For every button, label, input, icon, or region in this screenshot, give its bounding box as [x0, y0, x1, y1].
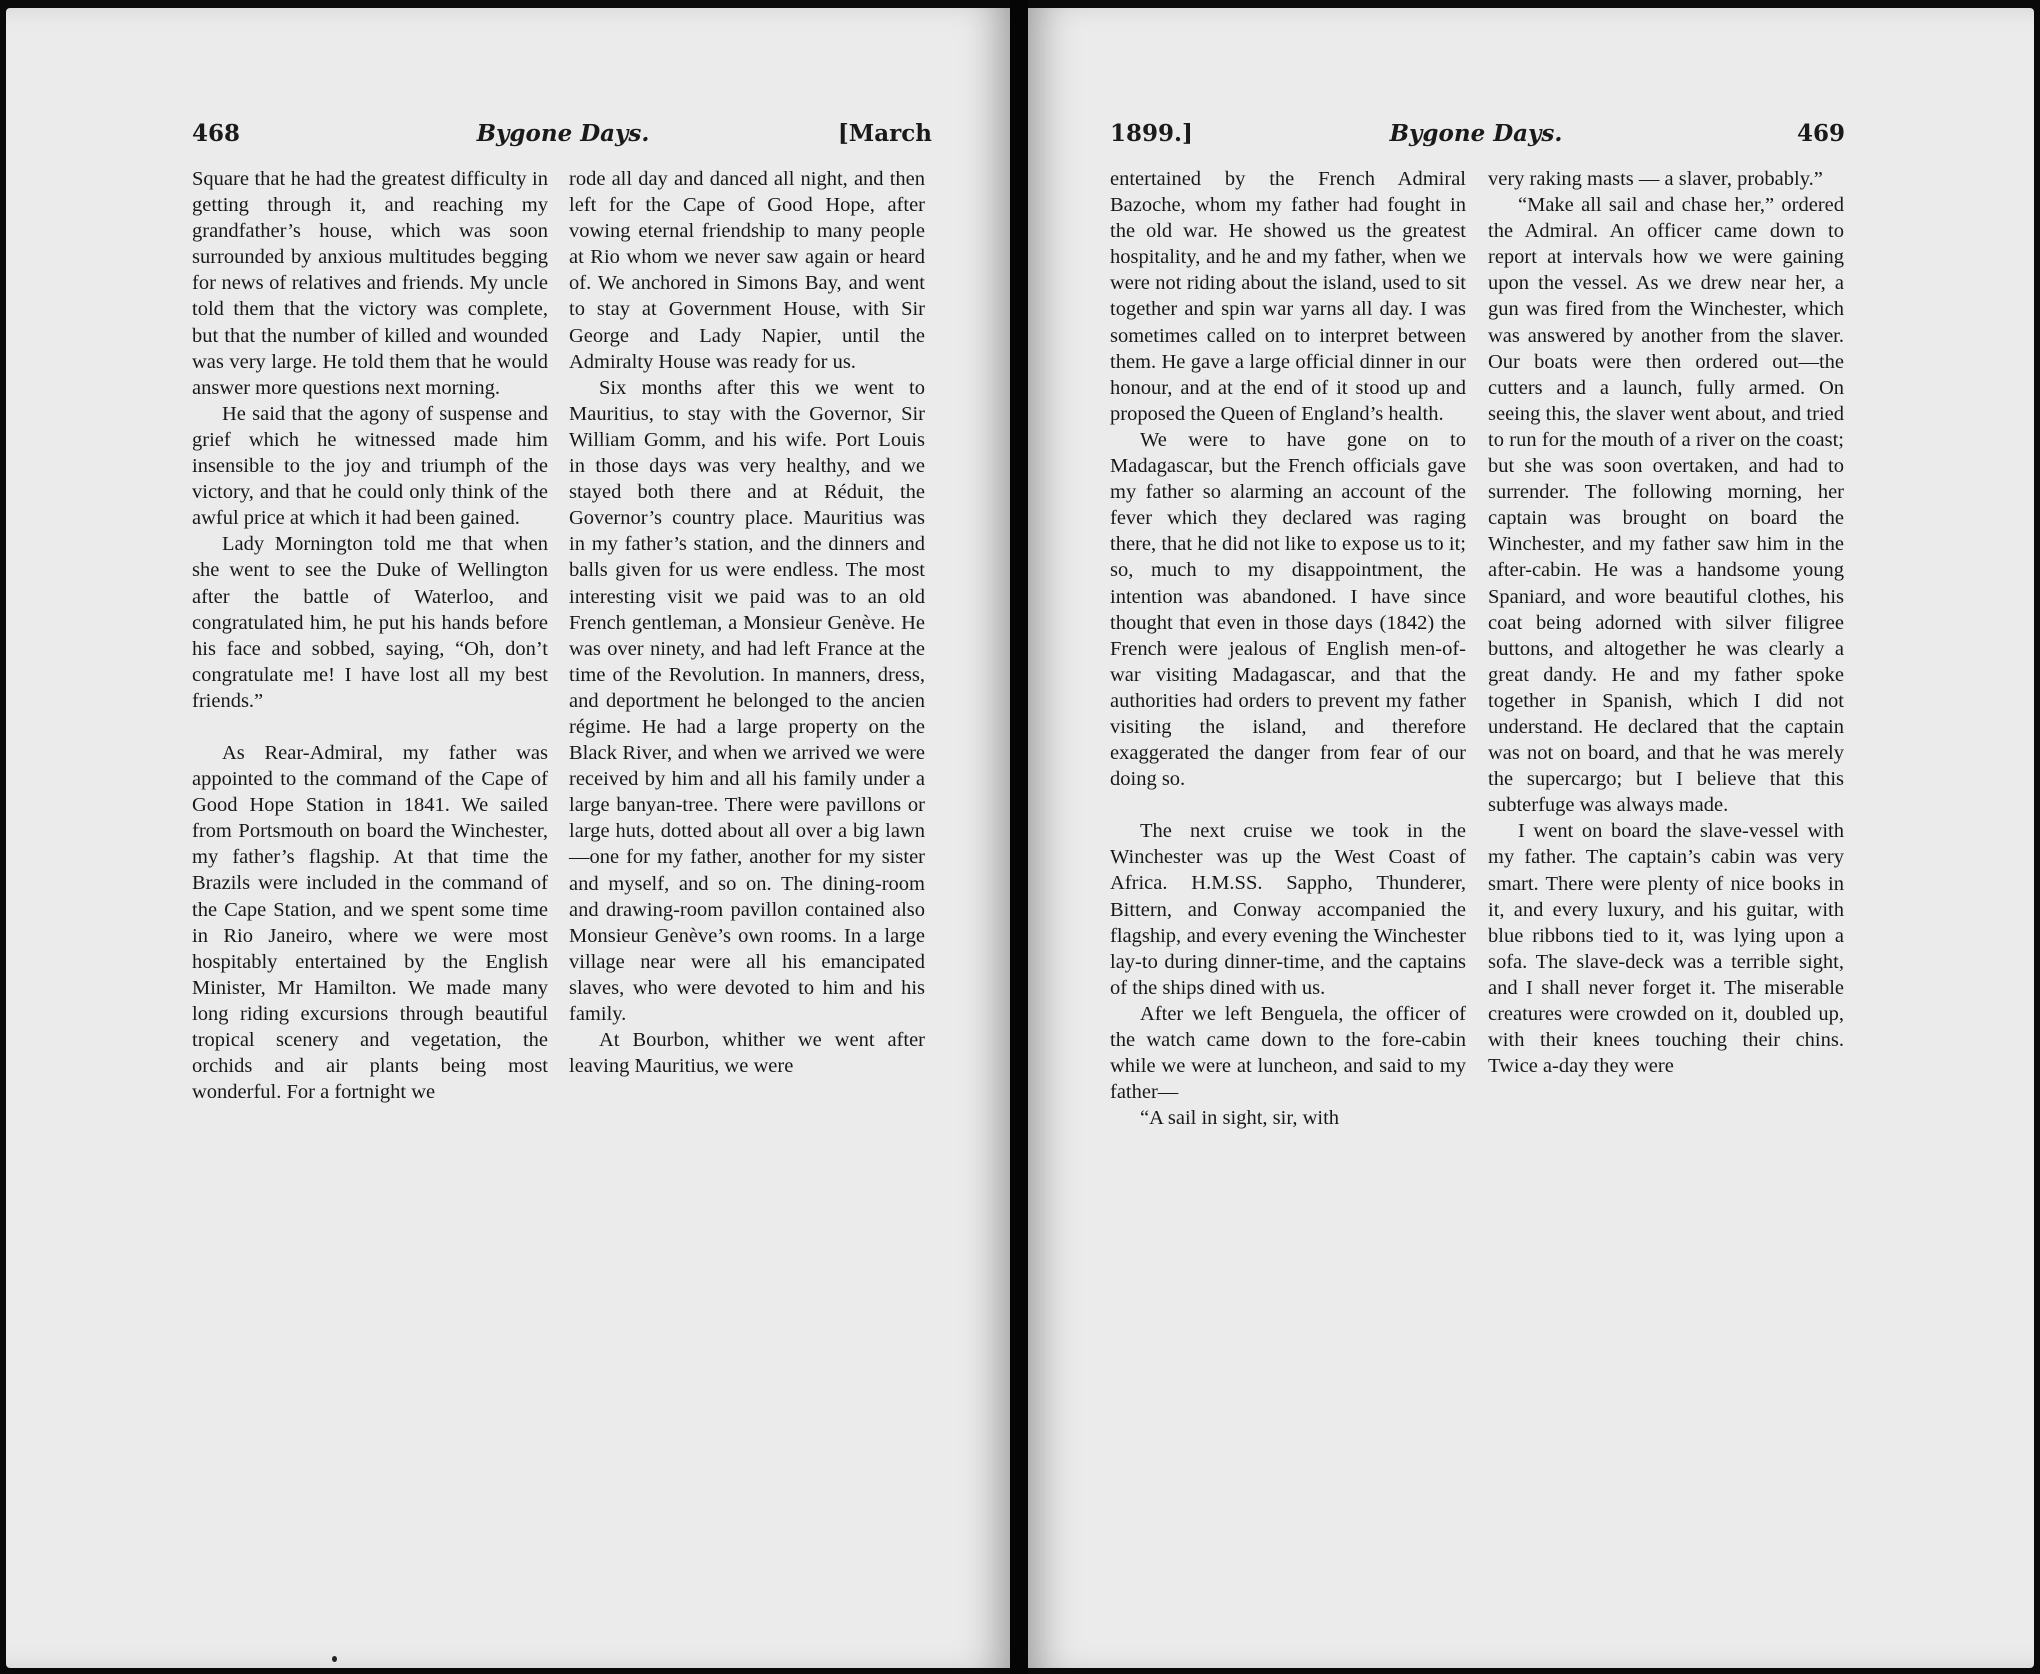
left-running-title: Bygone Days. — [476, 120, 650, 147]
paragraph: The next cruise we took in the Winchester was up the West Coast of Africa. H.M.SS. Sappho, Thunderer, Bittern, and Conway accompanied the flagship, and every evening the Winchester lay-to during dinner-time, and the captains of the ships dined with us. — [1110, 820, 1466, 999]
left-running-date: [March — [837, 120, 932, 147]
book-gutter — [1010, 0, 1028, 1674]
ink-speck — [332, 1656, 337, 1662]
left-column-2 — [569, 166, 925, 1079]
paragraph: Lady Mornington told me that when she went to see the Duke of Wellington after the battle of Waterloo, and congratulated him, he put his hands before his face and sobbed, saying, “Oh, don’t congratulate me! I have lost all my best friends.” — [192, 533, 548, 712]
left-page — [6, 8, 1010, 1668]
paragraph: very raking masts — a slaver, probably.” — [1488, 168, 1823, 190]
right-page-number: 469 — [1796, 120, 1845, 147]
right-running-head — [1110, 120, 1845, 156]
left-column-1 — [192, 166, 548, 1105]
paragraph: He said that the agony of suspense and grief which he witnessed made him insensible to the joy and triumph of the victory, and that he could only think of the awful price at which it had been gained. — [192, 402, 548, 530]
paragraph: Six months after this we went to Mauritius, to stay with the Governor, Sir William Gomm, and his wife. Port Louis in those days was very healthy, and we stayed both there and at Réduit, the Governor’s country place. Mauritius was in my father’s station, and the dinners and balls given for us were endless. The most interesting visit we paid was to an old French gentleman, a Monsieur Genève. He was over ninety, and had left France at the time of the Revolution. In manners, dress, and deportment he belonged to the ancien régime. He had a large property on the Black River, and when we arrived we were received by him and all his family under a large banyan-tree. There were pavillons or large huts, dotted about all over a big lawn—one for my father, another for my sister and myself, and so on. The dining-room and drawing-room pavillon contained also Monsieur Genève’s own rooms. In a large village near were all his emancipated slaves, who were devoted to him and his family. — [569, 376, 925, 1025]
paragraph: I went on board the slave-vessel with my father. The captain’s cabin was very smart. There were plenty of nice books in it, and every luxury, and his guitar, with blue ribbons tied to it, was lying upon a sofa. The slave-deck was a terrible sight, and I shall never forget it. The miserable creatures were crowded on it, doubled up, with their knees touching their chins. Twice a-day they were — [1488, 820, 1844, 1078]
right-column-1 — [1110, 166, 1466, 1131]
paragraph: Square that he had the greatest difficulty in getting through it, and reaching my grandfather’s house, which was soon surrounded by anxious multitudes begging for news of relatives and friends. My uncle told them that the victory was complete, but that the number of killed and wounded was very large. He told them that he would answer more questions next morning. — [192, 168, 548, 399]
paragraph: At Bourbon, whither we went after leaving Mauritius, we were — [569, 1029, 925, 1078]
paragraph: entertained by the French Admiral Bazoche, whom my father had fought in the old war. He showed us the greatest hospitality, and he and my father, when we were not riding about the island, used to sit together and spin war yarns all day. I was sometimes called on to interpret between them. He gave a large official dinner in our honour, and at the end of it stood up and proposed the Queen of England’s health. — [1110, 168, 1466, 425]
paragraph: “Make all sail and chase her,” ordered the Admiral. An officer came down to report at intervals how we were gaining upon the vessel. As we drew near her, a gun was fired from the Winchester, which was answered by another from the slaver. Our boats were then ordered out—the cutters and a launch, fully armed. On seeing this, the slaver went about, and tried to run for the mouth of a river on the coast; but she was soon overtaken, and had to surrender. The following morning, her captain was brought on board the Winchester, and my father saw him in the after-cabin. He was a handsome young Spaniard, and wore beautiful clothes, his coat being adorned with silver filigree buttons, and altogether he was clearly a great dandy. He and my father spoke together in Spanish, which I did not understand. He declared that the captain was not on board, and that he was merely the supercargo; but I believe that this subterfuge was always made. — [1488, 194, 1844, 817]
paragraph: “A sail in sight, sir, with — [1140, 1107, 1340, 1130]
paragraph: We were to have gone on to Madagascar, but the French officials gave my father so alarming an account of the fever which they declared was raging there, that he did not like to expose us to it; so, much to my disappointment, the intention was abandoned. I have since thought that even in those days (1842) the French were jealous of English men-of-war visiting Madagascar, and that the authorities had orders to prevent my father visiting the island, and therefore exaggerated the danger from fear of our doing so. — [1110, 428, 1466, 791]
paragraph: As Rear-Admiral, my father was appointed to the command of the Cape of Good Hope Station in 1841. We sailed from Portsmouth on board the Winchester, my father’s flagship. At that time the Brazils were included in the command of the Cape Station, and we spent some time in Rio Janeiro, where we were most hospitably entertained by the English Minister, Mr Hamilton. We made many long riding excursions through beautiful tropical scenery and vegetation, the orchids and air plants being most wonderful. For a fortnight we — [192, 741, 548, 1104]
right-column-2 — [1488, 166, 1844, 1079]
paragraph: After we left Benguela, the officer of the watch came down to the fore-cabin while we were at luncheon, and said to my father— — [1110, 1002, 1466, 1104]
paragraph: rode all day and danced all night, and then left for the Cape of Good Hope, after vowing eternal friendship to many people at Rio whom we never saw again or heard of. We anchored in Simons Bay, and went to stay at Government House, with Sir George and Lady Napier, until the Admiralty House was ready for us. — [569, 168, 925, 373]
left-running-head — [192, 120, 932, 156]
right-running-date: 1899.] — [1110, 120, 1193, 147]
right-page — [1028, 8, 2034, 1668]
right-running-title: Bygone Days. — [1389, 120, 1563, 147]
left-page-number: 468 — [192, 120, 241, 147]
